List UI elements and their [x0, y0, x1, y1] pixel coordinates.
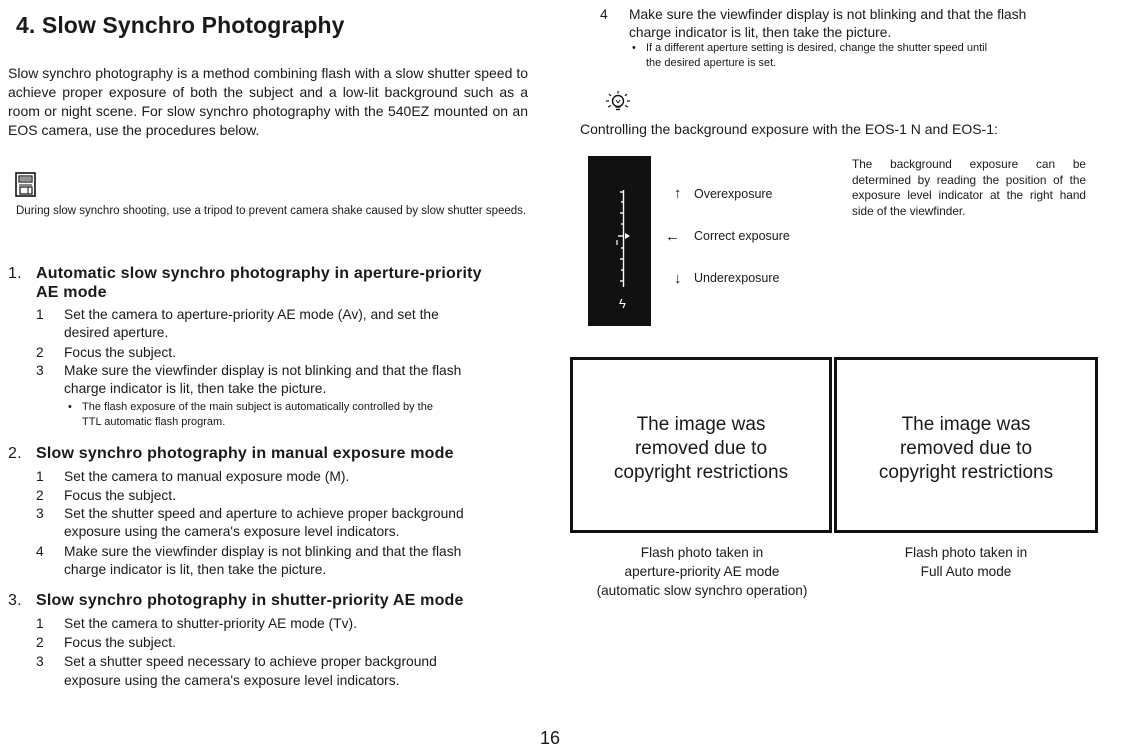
removed-text: removed due to: [899, 438, 1033, 459]
step-text-cont: charge indicator is lit, then take the picture.: [629, 25, 892, 40]
viewfinder-description: The background exposure can be determined by reading the position of the exposure level indicator at the right hand side of the viewfinder.: [852, 157, 1086, 218]
lightbulb-tip-icon: [603, 90, 633, 116]
section-number: 2.: [8, 445, 22, 462]
photo-caption-1: [570, 543, 834, 600]
step-number: 1: [36, 469, 44, 484]
step-text: Make sure the viewfinder display is not blinking and that the flash: [629, 7, 1027, 22]
step-text: Set the camera to shutter-priority AE mode (Tv).: [64, 616, 357, 631]
section-title: Slow synchro photography in shutter-priority AE mode: [36, 592, 464, 609]
section-title-cont: AE mode: [36, 284, 107, 301]
step-text: Make sure the viewfinder display is not blinking and that the flash: [64, 363, 462, 378]
step-text-cont: exposure using the camera's exposure level indicators.: [64, 524, 400, 539]
arrow-down-icon: ↓: [674, 270, 682, 287]
removed-text: copyright restrictions: [613, 462, 789, 483]
intro-paragraph: Slow synchro photography is a method combining flash with a slow shutter speed to achieve proper exposure of both the subject and a low-lit background such as a room or night scene. For slow synchro photography with the 540EZ mounted on an EOS camera, use the procedures below.: [8, 65, 528, 138]
step-number: 2: [36, 488, 44, 503]
step-text-cont: exposure using the camera's exposure level indicators.: [64, 673, 400, 688]
underexposure-label: Underexposure: [694, 271, 780, 285]
bullet-text: The flash exposure of the main subject is automatically controlled by the: [82, 401, 433, 413]
step-text-cont: charge indicator is lit, then take the picture.: [64, 381, 327, 396]
section-number: 3.: [8, 592, 22, 609]
step-text: Focus the subject.: [64, 488, 176, 503]
caption-line: (automatic slow synchro operation): [596, 583, 808, 598]
correct-exposure-label: Correct exposure: [694, 229, 790, 243]
arrow-left-icon: ←: [665, 228, 680, 245]
bullet-dot: •: [632, 42, 636, 54]
removed-text: removed due to: [634, 438, 768, 459]
tripod-note: During slow synchro shooting, use a tripod to prevent camera shake caused by slow shutter speeds.: [16, 205, 527, 217]
section-number: 1.: [8, 265, 22, 282]
caption-line: aperture-priority AE mode: [624, 564, 780, 579]
removed-text: The image was: [901, 414, 1031, 435]
step-number: 2: [36, 345, 44, 360]
overexposure-label: Overexposure: [694, 187, 773, 201]
step-number: 2: [36, 635, 44, 650]
photo-placeholder-1: [570, 357, 832, 533]
removed-text: copyright restrictions: [878, 462, 1054, 483]
removed-text: The image was: [636, 414, 766, 435]
memo-note-icon: [15, 172, 36, 197]
step-text: Focus the subject.: [64, 345, 176, 360]
step-text-cont: desired aperture.: [64, 325, 169, 340]
step-text: Set the camera to manual exposure mode (M).: [64, 469, 350, 484]
section-title: Slow synchro photography in manual exposure mode: [36, 445, 454, 462]
page-number: 16: [540, 728, 561, 748]
viewfinder-display: [588, 156, 651, 326]
step-text-cont: charge indicator is lit, then take the picture.: [64, 562, 327, 577]
step-number: 3: [36, 506, 44, 521]
caption-line: Full Auto mode: [920, 564, 1012, 579]
step-text: Focus the subject.: [64, 635, 176, 650]
step-text: Set a shutter speed necessary to achieve proper background: [64, 654, 437, 669]
flash-symbol: ϟ: [619, 296, 626, 311]
bullet-dot: •: [68, 401, 72, 413]
photo-caption-2: [834, 543, 1098, 581]
bullet-text-cont: TTL automatic flash program.: [82, 416, 226, 428]
page-title: 4. Slow Synchro Photography: [16, 12, 345, 38]
step-number: 1: [36, 616, 44, 631]
exposure-pointer: [625, 233, 630, 239]
step-text: Make sure the viewfinder display is not blinking and that the flash: [64, 544, 462, 559]
bullet-text-cont: the desired aperture is set.: [646, 57, 777, 69]
tip-heading: Controlling the background exposure with the EOS-1 N and EOS-1:: [580, 121, 998, 137]
step-text: Set the shutter speed and aperture to achieve proper background: [64, 506, 464, 521]
bullet-text: If a different aperture setting is desired, change the shutter speed until: [646, 42, 988, 54]
section-title: Automatic slow synchro photography in aperture-priority: [36, 265, 482, 282]
step-number: 1: [36, 307, 44, 322]
arrow-up-icon: ↑: [674, 185, 682, 202]
step-number: 4: [36, 544, 44, 559]
step-number: 3: [36, 363, 44, 378]
caption-line: Flash photo taken in: [640, 545, 764, 560]
caption-line: Flash photo taken in: [904, 545, 1028, 560]
step-number: 3: [36, 654, 44, 669]
step-text: Set the camera to aperture-priority AE mode (Av), and set the: [64, 307, 439, 322]
step-number: 4: [600, 7, 608, 22]
photo-placeholder-2: [834, 357, 1098, 533]
